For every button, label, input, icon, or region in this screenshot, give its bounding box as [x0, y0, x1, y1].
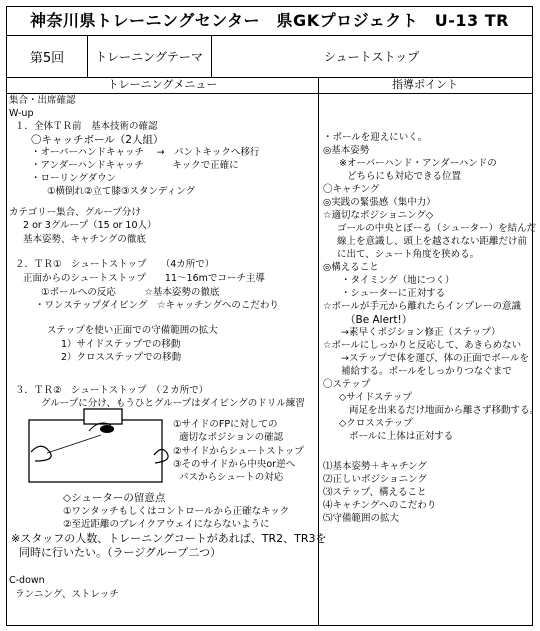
menu-line: ※スタッフの人数、トレーニングコートがあれば、TR2、TR3を [11, 532, 327, 545]
left-player-run [31, 446, 51, 461]
point-line: ※オーバーハンド・アンダーハンドの [339, 158, 497, 169]
menu-line: C-down [9, 575, 45, 586]
point-line: ・シューターに正対する [341, 288, 446, 299]
point-line: 補給する。ボールをしっかりつなぐまで [341, 366, 512, 377]
point-line: ◇クロスステップ [339, 418, 413, 429]
point-line: →素早くポジション修正（ステップ） [341, 327, 501, 338]
menu-line: 2）クロスステップでの移動 [61, 352, 182, 363]
menu-line: 集合・出席確認 [9, 95, 76, 106]
menu-line: カテゴリー集合、グループ分け [9, 207, 141, 218]
goalkeeper-marker [100, 425, 114, 433]
point-line: ⑴基本姿勢＋キャチング [323, 461, 427, 472]
points-column-header: 指導ポイント [318, 77, 532, 94]
menu-column-header: トレーニングメニュー [7, 77, 319, 94]
point-line: ⑸守備範囲の拡大 [323, 513, 400, 524]
menu-line: ③そのサイドから中央or逆へ [173, 459, 296, 470]
point-line: ・タイミング（地につく） [341, 275, 455, 286]
point-line: ⑵正しいポジショニング [323, 474, 427, 485]
menu-line: 同時に行いたい。（ラージグループ二つ） [19, 546, 222, 559]
menu-line: ３．ＴＲ② シュートストップ （２カ所で） [15, 385, 209, 396]
menu-line: ①サイドのFPに対しての [173, 419, 278, 430]
goal [84, 409, 122, 424]
menu-line: 正面からのシュートストップ 11～16mでコーチ主導 [23, 273, 265, 284]
point-line: ☆適切なポジショニング◇ [323, 210, 434, 221]
menu-line: グループに分け、もうひとグループはダイビングのドリル練習 [41, 398, 305, 409]
theme-label: トレーニングテーマ [87, 35, 212, 77]
point-line: （Be Alert!） [345, 314, 413, 326]
point-line: ☆ボールが手元から離れたらインプレーの意識 [323, 301, 521, 312]
menu-line: 2 or 3グループ（15 or 10人） [23, 220, 157, 231]
point-line: ⑶ステップ、構えること [323, 487, 427, 498]
point-line: 〇キャチング [323, 184, 380, 195]
menu-line: 基本姿勢、キャチングの徹底 [23, 234, 146, 245]
menu-line: ２．ＴＲ① シュートストップ （4カ所で） [15, 259, 215, 270]
pass-line [47, 435, 101, 453]
session-number: 第5回 [7, 35, 88, 77]
point-line: ゴールの中央とぼーる（シューター）を結んだ [337, 223, 537, 234]
menu-line: ①横倒れ②立て膝③スタンディング [47, 186, 196, 197]
menu-line: ②サイドからシュートストップ [173, 446, 304, 457]
menu-line: 適切なポジションの確認 [179, 432, 284, 443]
point-line: ⑷キャチングへのこだわり [323, 500, 437, 511]
menu-line: ・ワンステップダイビング ☆キャッチングへのこだわり [35, 300, 279, 311]
point-line: →ステップで体を運び、体の正面でボールを [341, 353, 529, 364]
menu-line: ・アンダーハンドキャッチ キックで正確に [31, 160, 239, 171]
menu-line: ◇シューターの留意点 [63, 492, 166, 504]
point-line: どちらにも対応できる位置 [347, 171, 462, 182]
point-line: ◎基本姿勢 [323, 145, 370, 156]
menu-line: 1）サイドステップでの移動 [61, 339, 181, 350]
point-line: ◎構えること [323, 262, 379, 273]
point-line: ☆ボールにしっかりと反応して、あきらめない [323, 340, 522, 351]
right-player-run [154, 449, 168, 463]
point-line: ボールに上体は正対する [349, 431, 454, 442]
point-line: 〇ステップ [323, 379, 371, 390]
point-line: 両足を出来るだけ地面から離さず移動する。 [349, 405, 540, 416]
menu-line: ①ボールへの反応 ☆基本姿勢の徹底 [41, 287, 220, 298]
menu-line: １．全体ＴＲ前 基本技術の確認 [15, 121, 158, 132]
theme-value: シュートストップ [323, 49, 420, 64]
column-divider [318, 93, 319, 625]
point-line: ・ボールを迎えにいく。 [323, 132, 428, 143]
menu-line: パスからシュートの対応 [179, 472, 284, 483]
menu-line: ・ローリングダウン [31, 173, 117, 184]
theme-row [7, 35, 532, 78]
menu-line: ②至近距離のブレイクアウェイにならないように [63, 519, 270, 530]
menu-line: W-up [9, 108, 34, 119]
menu-line: ①ワンタッチもしくはコントロールから正確なキック [63, 506, 290, 517]
point-line: 線上を意識し、頭上を越されない距離だけ前 [337, 236, 528, 247]
sheet-title: 神奈川県トレーニングセンター 県GKプロジェクト U-13 TR [7, 7, 532, 36]
point-line: に出て、シュート角度を狭める。 [337, 249, 480, 260]
point-line: ◇サイドステップ [339, 392, 412, 403]
menu-line: ・オーバーハンドキャッチ → パントキックへ移行 [31, 147, 260, 158]
menu-line: ランニング、ストレッチ [15, 589, 119, 600]
menu-line: 〇キャッチボール（2人組） [31, 134, 164, 146]
drill-diagram [27, 405, 177, 485]
training-sheet [6, 6, 540, 626]
point-line: ◎実践の緊張感（集中力） [323, 197, 436, 208]
menu-line: ステップを使い正面での守備範囲の拡大 [47, 325, 218, 336]
